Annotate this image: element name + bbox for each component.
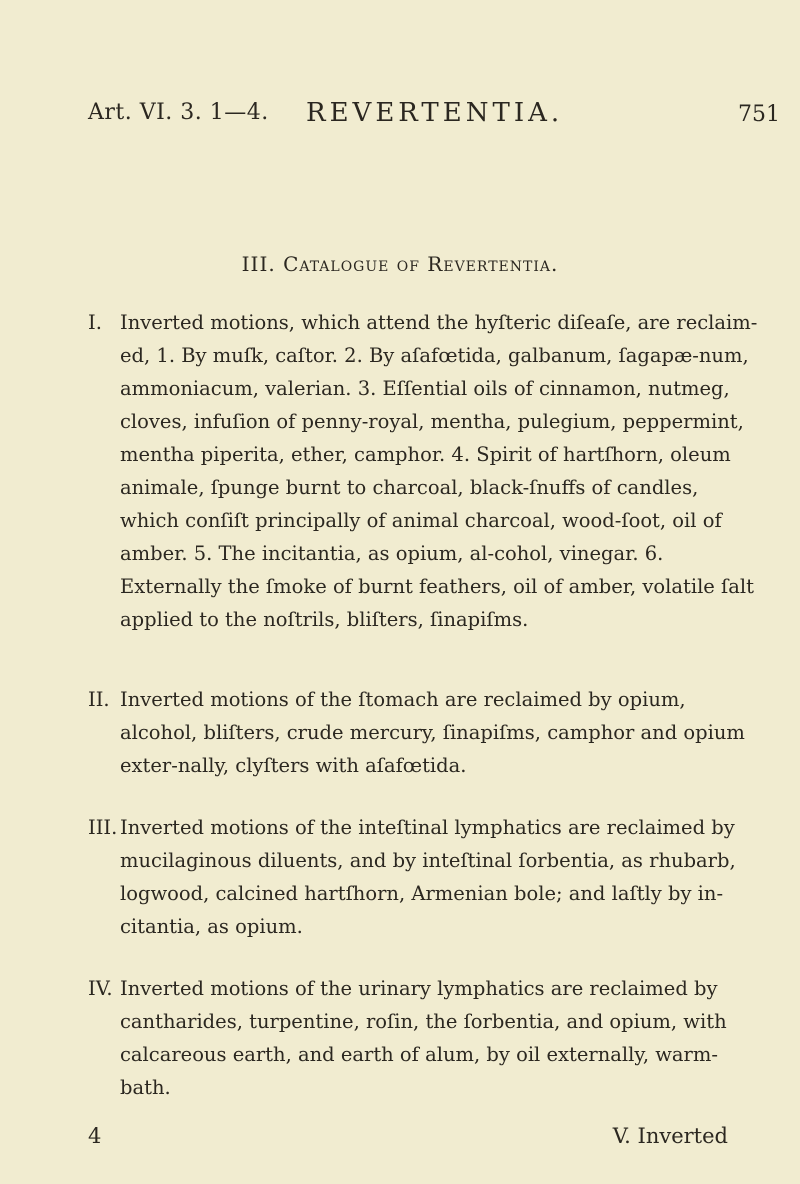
page-number: 751 (738, 102, 780, 127)
entry-text: Inverted motions of the urinary lymphatics are reclaimed by cantharides, turpentine, roſin, the ſorbentia, and opium, with calcareous earth, and earth of alum, by oil externally, warm-bath. (120, 977, 727, 1099)
entry-number: II. (88, 688, 110, 711)
running-header (88, 100, 780, 140)
entry-number: IV. (88, 977, 113, 1000)
page-footer (88, 1124, 728, 1154)
running-title: REVERTENTIA. (306, 98, 564, 128)
catalogue-entry-3 (88, 811, 760, 943)
entry-text: Inverted motions, which attend the hyſteric diſeaſe, are reclaim-ed, 1. By muſk, caſtor. 2. By aſafœtida, galbanum, ſagapæ-num, ammoniacum, valerian. 3. Eſſential oils of cinnamon, nutmeg, cloves, infuſion of penny-royal, mentha, pulegium, peppermint, mentha piperita, ether, camphor. 4. Spirit of hartſhorn, oleum animale, ſpunge burnt to charcoal, black-ſnuffs of candles, which conſiſt principally of animal charcoal, wood-ſoot, oil of amber. 5. The incitantia, as opium, al-cohol, vinegar. 6. Externally the ſmoke of burnt feathers, oil of amber, volatile ſalt applied to the noſtrils, bliſters, ſinapiſms. (120, 311, 758, 631)
catalogue-entry-2 (88, 683, 760, 782)
signature-mark: 4 (88, 1124, 102, 1148)
catalogue-title: III. Catalogue of Revertentia. (241, 252, 559, 276)
entry-number: III. (88, 816, 118, 839)
entry-text: Inverted motions of the inteſtinal lymphatics are reclaimed by mucilaginous diluents, and by inteſtinal ſorbentia, as rhubarb, logwood, calcined hartſhorn, Armenian bole; and laſtly by in-citantia, as opium. (120, 816, 736, 938)
entry-number: I. (88, 311, 102, 334)
catalogue-entry-1 (88, 306, 760, 636)
catalogue-entry-4 (88, 972, 760, 1104)
entry-text: Inverted motions of the ſtomach are reclaimed by opium, alcohol, bliſters, crude mercury, ſinapiſms, camphor and opium exter-nally, clyſters with aſafœtida. (120, 688, 745, 777)
catchword: V. Inverted (612, 1124, 728, 1148)
section-reference: Art. VI. 3. 1—4. (88, 100, 269, 125)
